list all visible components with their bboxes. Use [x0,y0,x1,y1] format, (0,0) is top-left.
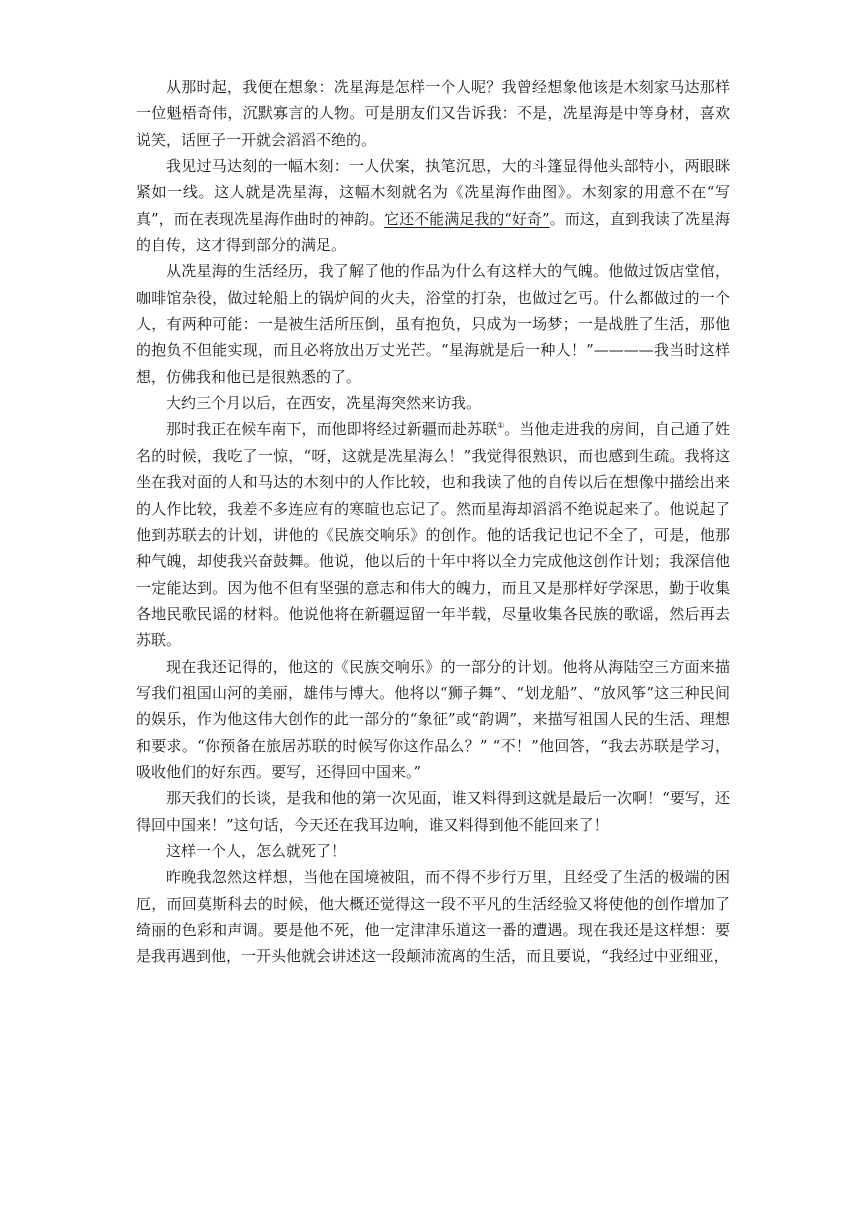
paragraph-6: 现在我还记得的，他这的《民族交响乐》的一部分的计划。他将从海陆空三方面来描写我们祖国山河的美丽，雄伟与博大。他将以“狮子舞”、“划龙船”、“放风筝”这三种民间的娱乐，作为他这伟大创作的此一部分的“象征”或“韵调”，来描写祖国人民的生活、理想和要求。“你预备在旅居苏联的时候写你这作品么？” “不！”他回答，“我去苏联是学习，吸收他们的好东西。要写，还得回中国来。” [136,657,730,781]
paragraph-2-text-after: 。而这，直到我读了冼星海的自传，这才得到部分的满足。 [136,209,730,255]
document-body [136,74,730,970]
paragraph-5-text-before: 那时我正在候车南下，而他即将经过新疆而赴苏联 [166,420,498,439]
paragraph-3: 从冼星海的生活经历，我了解了他的作品为什么有这样大的气魄。他做过饭店堂倌，咖啡馆杂役，做过轮船上的锅炉间的火夫，浴堂的打杂，也做过乞丐。什么都做过的一个人，有两种可能：一是被生活所压倒，虽有抱负，只成为一场梦；一是战胜了生活，那他的抱负不但能实现，而且必将放出万丈光芒。“星海就是后一种人！”————我当时这样想，仿佛我和他已是很熟悉的了。 [136,262,730,386]
paragraph-5-text-after: 。当他走进我的房间，自己通了姓名的时候，我吃了一惊，“呀，这就是冼星海么！”我觉得很熟识，而也感到生疏。我将这坐在我对面的人和马达的木刻中的人作比较，也和我读了他的自传以后在想像中描绘出来的人作比较，我差不多连应有的寒暄也忘记了。然而星海却滔滔不绝说起来了。他说起了他到苏联去的计划，讲他的《民族交响乐》的创作。他的话我记也记不全了，可是，他那种气魄，却使我兴奋鼓舞。他说，他以后的十年中将以全力完成他这创作计划；我深信他一定能达到。因为他不但有坚强的意志和伟大的魄力，而且又是那样好学深思，勤于收集各地民歌民谣的材料。他说他将在新疆逗留一年半载，尽量收集各民族的歌谣，然后再去苏联。 [136,420,730,650]
paragraph-1: 从那时起，我便在想象：冼星海是怎样一个人呢？我曾经想象他该是木刻家马达那样一位魁梧奇伟，沉默寡言的人物。可是朋友们又告诉我：不是，冼星海是中等身材，喜欢说笑，话匣子一开就会滔滔不绝的。 [136,78,730,149]
paragraph-8: 这样一个人，怎么就死了！ [166,841,347,860]
paragraph-2 [136,153,730,258]
paragraph-4: 大约三个月以后，在西安，冼星海突然来访我。 [166,394,482,413]
paragraph-9: 昨晚我忽然这样想，当他在国境被阻，而不得不步行万里，且经受了生活的极端的困厄，而回莫斯科去的时候，他大概还觉得这一段不平凡的生活经验又将使他的创作增加了绮丽的色彩和声调。要是他不死，他一定津津乐道这一番的遭遇。现在我还是这样想：要是我再遇到他，一开头他就会讲述这一段颠沛流离的生活，而且要说，“我经过中亚细亚， [136,868,730,966]
paragraph-7: 那天我们的长谈，是我和他的第一次见面，谁又料得到这就是最后一次啊！“要写，还得回中国来！”这句话，今天还在我耳边响，谁又料得到他不能回来了！ [136,789,730,834]
paragraph-5 [136,416,730,653]
footnote-marker: ① [497,421,505,431]
underlined-sentence: 它还不能满足我的“好奇” [384,209,550,228]
paragraph-2-text-before: 我见过马达刻的一幅木刻：一人伏案，执笔沉思，大的斗篷显得他头部特小，两眼眯紧如一线。这人就是冼星海，这幅木刻就名为《冼星海作曲图》。木刻家的用意不在“写真”，而在表现冼星海作曲时的神韵。 [136,157,730,228]
